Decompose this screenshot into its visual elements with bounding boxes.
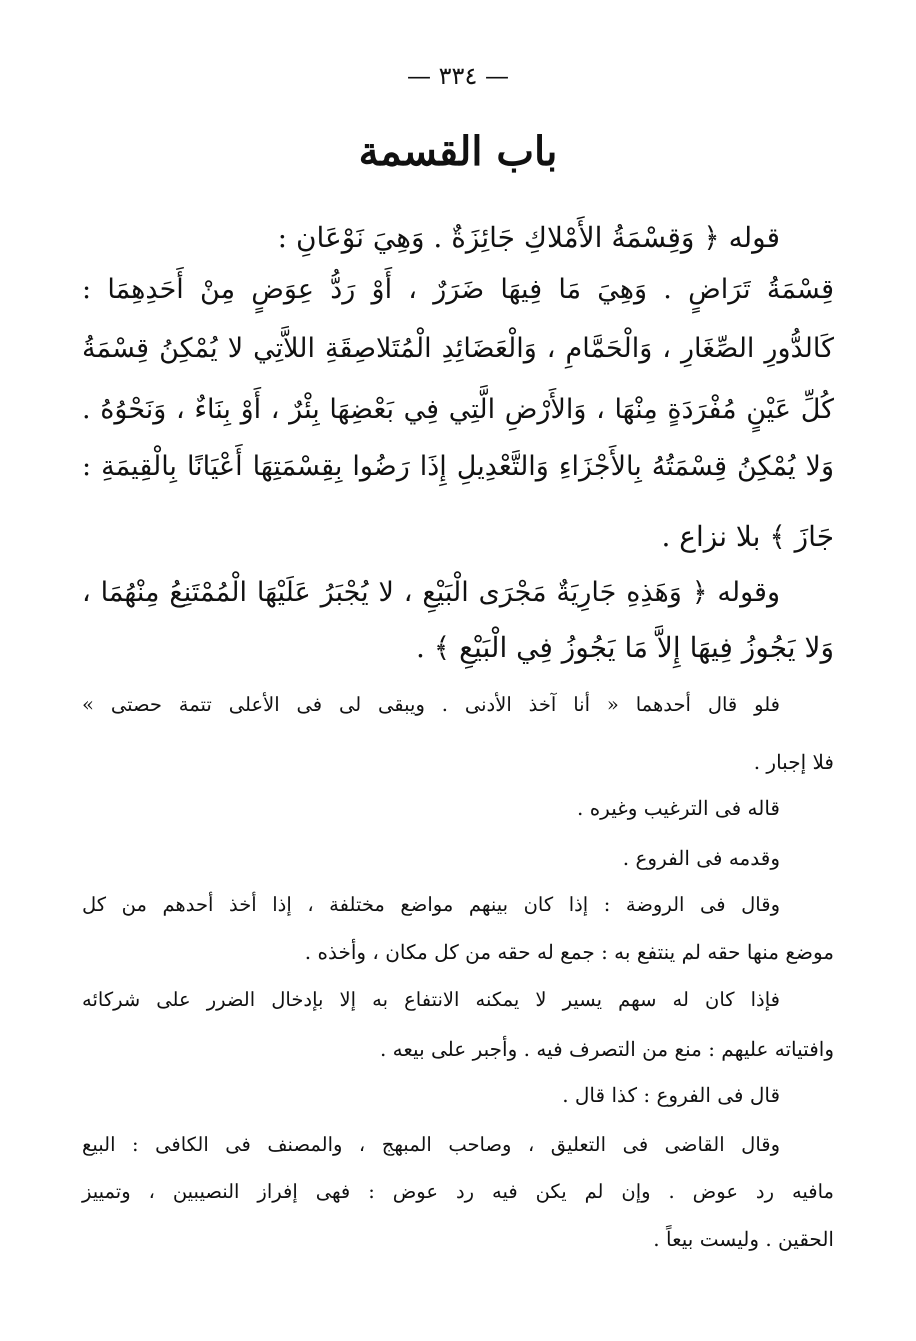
commentary-line: فإذا كان له سهم يسير لا يمكنه الانتفاع به إلا بإدخال الضرر على شركائه (82, 988, 780, 1011)
matn-line: وَلا يَجُوزُ فِيهَا إِلاَّ مَا يَجُوزُ فِي الْبَيْعِ ﴾ . (416, 631, 834, 664)
commentary-line: موضع منها حقه لم ينتفع به : جمع له حقه من كل مكان ، وأخذه . (304, 940, 834, 964)
matn-line: كُلِّ عَيْنٍ مُفْرَدَةٍ مِنْهَا ، وَالأَرْضِ الَّتِي فِي بَعْضِهَا بِئْرٌ ، أَوْ بِنَاءٌ ، وَنَحْوُهُ . (82, 394, 834, 425)
page-number: — ٣٣٤ — (407, 62, 509, 90)
commentary-line: وقال فى الروضة : إذا كان بينهم مواضع مختلفة ، إذا أخذ أحدهم من كل (82, 893, 780, 916)
commentary-line: قال فى الفروع : كذا قال . (562, 1083, 780, 1107)
matn-line: وَلا يُمْكِنُ قِسْمَتُهُ بِالأَجْزَاءِ وَالتَّعْدِيلِ إِذَا رَضُوا بِقِسْمَتِهَا أَعْيَانًا بِالْقِيمَةِ : (82, 451, 834, 482)
matn-line: قوله ﴿ وَقِسْمَةُ الأَمْلاكِ جَائِزَةٌ . وَهِيَ نَوْعَانِ : (277, 221, 780, 254)
commentary-line: وقدمه فى الفروع . (622, 846, 780, 870)
commentary-line: مافيه رد عوض . وإن لم يكن فيه رد عوض : فهى إفراز النصيبين ، وتمييز (82, 1180, 834, 1203)
commentary-line: قاله فى الترغيب وغيره . (576, 796, 780, 820)
commentary-line: فلا إجبار . (753, 750, 834, 774)
matn-line: قِسْمَةُ تَرَاضٍ . وَهِيَ مَا فِيهَا ضَرَرٌ ، أَوْ رَدُّ عِوَضٍ مِنْ أَحَدِهِمَا : (82, 274, 834, 305)
commentary-line: فلو قال أحدهما « أنا آخذ الأدنى . ويبقى لى فى الأعلى تتمة حصتى » (82, 693, 780, 716)
commentary-line: الحقين . وليست بيعاً . (653, 1227, 834, 1251)
commentary-line: وقال القاضى فى التعليق ، وصاحب المبهج ، والمصنف فى الكافى : البيع (82, 1133, 780, 1156)
matn-line: كَالدُّورِ الصِّغَارِ ، وَالْحَمَّامِ ، وَالْعَضَائِدِ الْمُتَلاصِقَةِ اللاَّتِي لا يُمْكِنُ قِسْمَةُ (82, 333, 834, 364)
matn-line: وقوله ﴿ وَهَذِهِ جَارِيَةٌ مَجْرَى الْبَيْعِ ، لا يُجْبَرُ عَلَيْهَا الْمُمْتَنِعُ مِنْهُمَا ، (82, 577, 780, 608)
chapter-title: باب القسمة (358, 128, 558, 175)
commentary-line: وافتياته عليهم : منع من التصرف فيه . وأجبر على بيعه . (379, 1037, 834, 1061)
matn-line: جَازَ ﴾ بلا نزاع . (661, 520, 834, 553)
